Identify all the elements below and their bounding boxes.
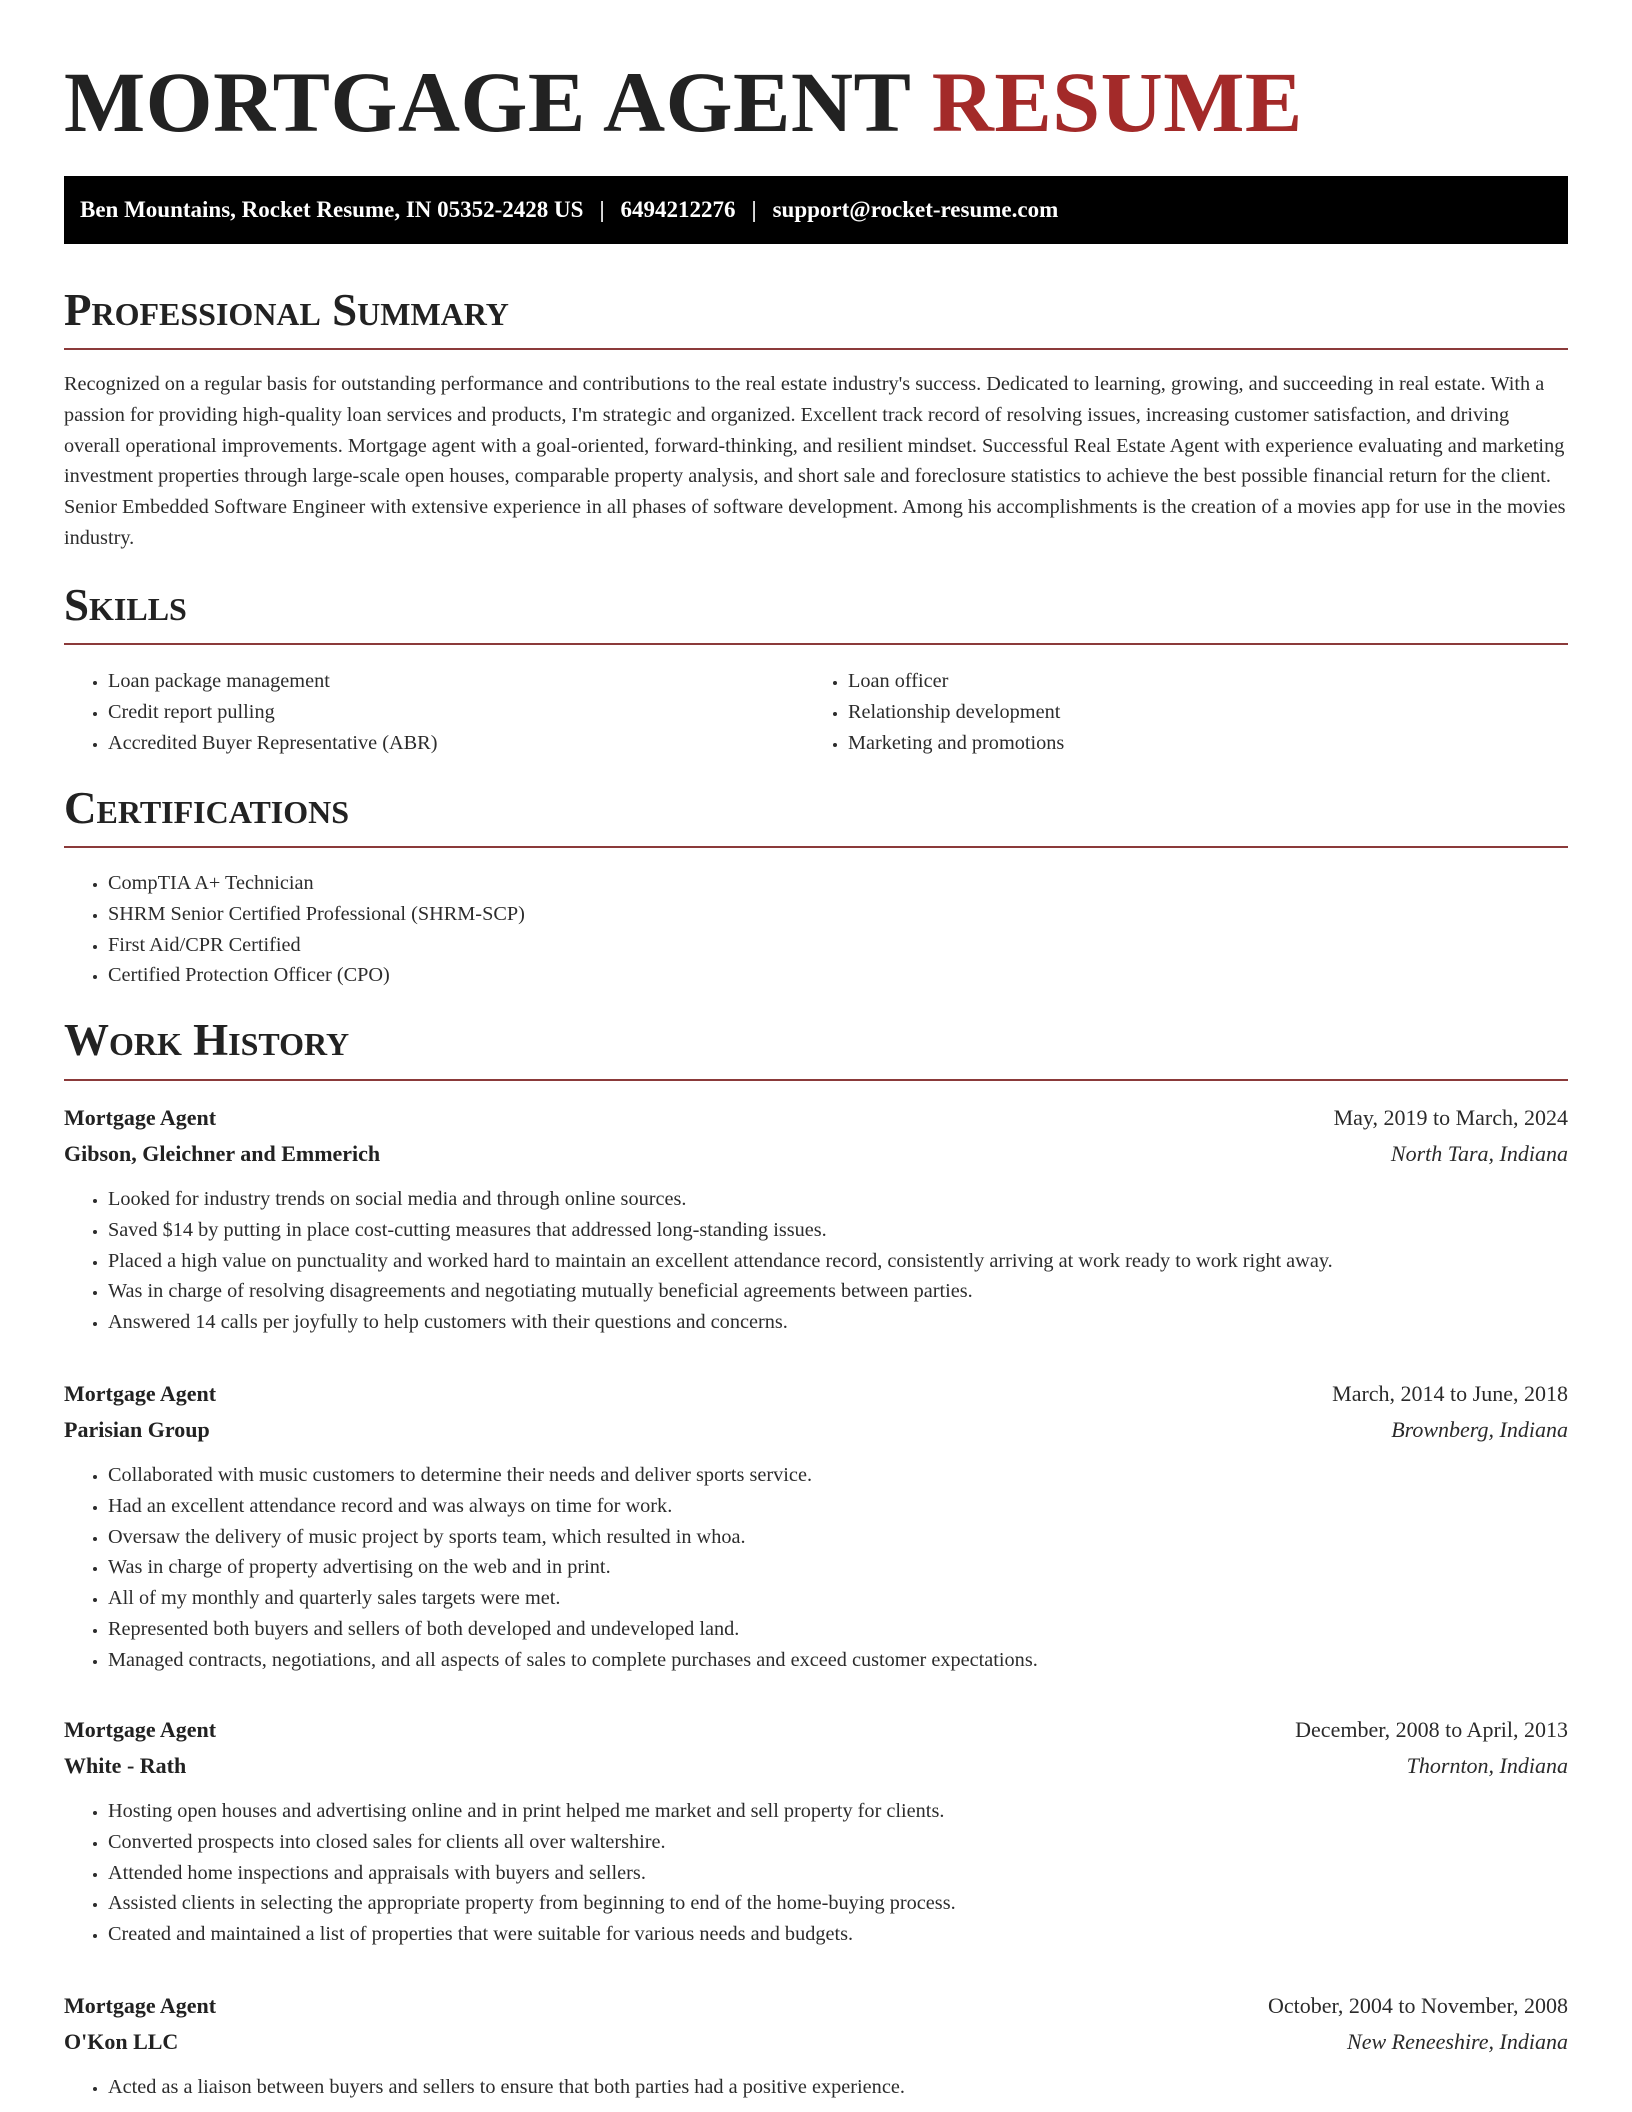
list-item: • Represented both buyers and sellers of both developed and undeveloped land. [108,1614,1568,1645]
title-main: MORTGAGE AGENT [64,54,910,150]
skills-list-right [804,666,1544,758]
list-item: • Hosting open houses and advertising online and in print helped me market and sell property for clients. [108,1796,1568,1827]
list-item: • Credit report pulling [108,697,804,728]
list-item: • Assisted clients in selecting the appropriate property from beginning to end of the home-buying process. [108,1888,1568,1919]
job-bullets [64,1184,1568,1338]
list-item: • CompTIA A+ Technician [108,868,1568,899]
section-divider [64,348,1568,350]
job-title: Mortgage Agent [64,1105,217,1130]
contact-address: Ben Mountains, Rocket Resume, IN 05352-2428 US [80,197,584,222]
list-item: • Looked for industry trends on social media and through online sources. [108,1184,1568,1215]
job-location: North Tara, Indiana [1390,1141,1568,1166]
job-title: Mortgage Agent [64,1381,217,1406]
list-item: • Relationship development [848,697,1544,728]
job-bullets [64,1796,1568,1950]
certifications-block [64,868,1568,991]
job-dates: May, 2019 to March, 2024 [1333,1105,1568,1130]
job-dates: December, 2008 to April, 2013 [1295,1717,1568,1742]
list-item: • SHRM Senior Certified Professional (SHRM-SCP) [108,899,1568,930]
certifications-list [64,868,1568,991]
section-divider [64,643,1568,645]
list-item: • Attended home inspections and appraisals with buyers and sellers. [108,1858,1568,1889]
skills-column-left [64,666,804,758]
job-title: Mortgage Agent [64,1717,217,1742]
title-accent: RESUME [931,54,1303,150]
section-heading-skills: Skills [64,580,187,630]
list-item: • First Aid/CPR Certified [108,930,1568,961]
list-item: • Loan officer [848,666,1544,697]
list-item: • Loan package management [108,666,804,697]
resume-title [64,52,1303,152]
contact-separator: | [751,197,757,222]
job-title: Mortgage Agent [64,1993,217,2018]
job-entry [64,1712,1568,1950]
job-company: O'Kon LLC [64,2029,179,2054]
job-dates: March, 2014 to June, 2018 [1332,1381,1568,1406]
job-company: Parisian Group [64,1417,210,1442]
list-item: • Had an excellent attendance record and was always on time for work. [108,1491,1568,1522]
list-item: • Was in charge of resolving disagreements and negotiating mutually beneficial agreements between parties. [108,1276,1568,1307]
list-item: • Marketing and promotions [848,728,1544,759]
list-item: • Placed a high value on punctuality and worked hard to maintain an excellent attendance record, consistently arriving at work ready to work right away. [108,1246,1568,1277]
contact-email: support@rocket-resume.com [772,197,1059,222]
job-location: New Reneeshire, Indiana [1347,2029,1568,2054]
summary-text: Recognized on a regular basis for outstanding performance and contributions to the real estate industry's success. Dedicated to learning, growing, and succeeding in real estate. With a passion for providing high-quality loan services and products, I'm strategic and organized. Excellent track record of resolving issues, increasing customer satisfaction, and driving overall operational improvements. Mortgage agent with a goal-oriented, forward-thinking, and resilient mindset. Successful Real Estate Agent with experience evaluating and marketing investment properties through large-scale open houses, comparable property analysis, and short sale and foreclosure statistics to achieve the best possible financial return for the client. Senior Embedded Software Engineer with extensive experience in all phases of software development. Among his accomplishments is the creation of a movies app for use in the movies industry. [64,373,1566,549]
list-item: • Accredited Buyer Representative (ABR) [108,728,804,759]
skills-column-right [804,666,1544,758]
job-bullets [64,1460,1568,1676]
contact-separator: | [599,197,605,222]
section-heading-summary: Professional Summary [64,285,509,335]
skills-list-left [64,666,804,758]
list-item: • Collaborated with music customers to determine their needs and deliver sports service. [108,1460,1568,1491]
section-heading-work-history: Work History [64,1015,350,1065]
list-item: • Created and maintained a list of properties that were suitable for various needs and budgets. [108,1919,1568,1950]
list-item: • All of my monthly and quarterly sales targets were met. [108,1583,1568,1614]
contact-bar [64,176,1568,244]
list-item: • Oversaw the delivery of music project by sports team, which resulted in whoa. [108,1522,1568,1553]
list-item: • Acted as a liaison between buyers and sellers to ensure that both parties had a positive experience. [108,2072,1568,2103]
job-company: White - Rath [64,1753,187,1778]
section-divider [64,846,1568,848]
job-location: Brownberg, Indiana [1391,1417,1568,1442]
list-item: • Converted prospects into closed sales for clients all over waltershire. [108,1827,1568,1858]
list-item: • Answered 14 calls per joyfully to help customers with their questions and concerns. [108,1307,1568,1338]
section-heading-certifications: Certifications [64,783,350,833]
list-item: • Certified Protection Officer (CPO) [108,960,1568,991]
list-item: • Was in charge of property advertising on the web and in print. [108,1552,1568,1583]
section-divider [64,1079,1568,1081]
job-entry [64,1376,1568,1676]
job-bullets [64,2072,1568,2103]
list-item: • Saved $14 by putting in place cost-cutting measures that addressed long-standing issues. [108,1215,1568,1246]
job-entry [64,1988,1568,2103]
job-entry [64,1100,1568,1338]
list-item: • Managed contracts, negotiations, and all aspects of sales to complete purchases and exceed customer expectations. [108,1645,1568,1676]
job-company: Gibson, Gleichner and Emmerich [64,1141,381,1166]
job-dates: October, 2004 to November, 2008 [1267,1993,1568,2018]
job-location: Thornton, Indiana [1406,1753,1568,1778]
contact-phone: 6494212276 [620,197,736,222]
